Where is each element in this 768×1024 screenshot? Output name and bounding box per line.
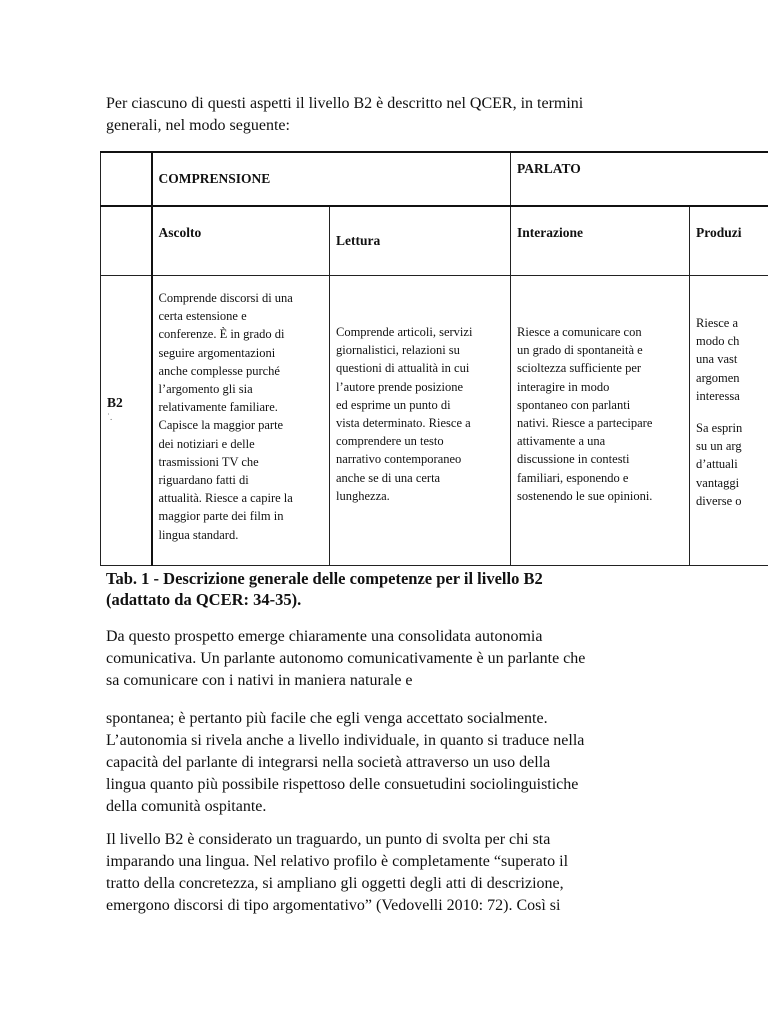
cell-line: Riesce a (696, 316, 739, 330)
interazione-description (517, 276, 683, 505)
cell-line: lingua standard. (158, 527, 239, 542)
paragraph-line: spontanea; è pertanto più facile che egli venga accettato socialmente. (106, 710, 548, 727)
cell-line: familiari, esponendo e (517, 470, 629, 485)
cell-line: anche complesse purché (158, 363, 280, 378)
cell-line: seguire argomentazioni (158, 345, 276, 360)
cell-line: certa estensione e (158, 309, 247, 324)
cefr-table-container (100, 151, 768, 566)
cell-line: attivamente a una (517, 434, 606, 449)
paragraph-line: capacità del parlante di integrarsi nella società attraverso un uso della (106, 754, 551, 771)
paragraph-line: emergono discorsi di tipo argomentativo” (Vedovelli 2010: 72). Così si (106, 897, 561, 914)
caption-line: (adattato da QCER: 34-35). (106, 590, 302, 609)
lettura-header: Lettura (336, 233, 381, 248)
produzione-header-cell (690, 206, 768, 276)
intro-paragraph (106, 93, 706, 137)
table-row-sub-headers (101, 206, 768, 276)
paragraph-line: comunicativa. Un parlante autonomo comunicativamente è un parlante che (106, 650, 586, 667)
cell-line: interagire in modo (517, 379, 610, 394)
cell-line: trasmissioni TV che (158, 454, 259, 469)
cell-line: Sa esprin (696, 421, 743, 436)
cell-line: l’argomento gli sia (158, 382, 253, 397)
cell-line: Capisce la maggior parte (158, 418, 284, 433)
cell-line: nativi. Riesce a partecipare (517, 416, 653, 431)
level-label-cell (101, 276, 152, 566)
paragraph-gap (696, 405, 768, 419)
interazione-header-cell (511, 206, 690, 276)
table-caption (106, 568, 666, 610)
body-paragraph-3 (106, 829, 666, 917)
comprensione-header: COMPRENSIONE (158, 171, 271, 186)
cell-line: dei notiziari e delle (158, 436, 255, 451)
paragraph-line: tratto della concretezza, si ampliano gli oggetti degli atti di descrizione, (106, 875, 564, 892)
lettura-header-cell (330, 206, 511, 276)
cell-line: conferenze. È in grado di (158, 327, 285, 342)
cell-line: spontaneo con parlanti (517, 397, 631, 412)
interazione-description-cell (511, 276, 690, 566)
table-row-b2 (101, 276, 768, 566)
cell-line: diverse o (696, 493, 742, 508)
cell-line: scioltezza sufficiente per (517, 361, 642, 376)
cell-line: interessa (696, 388, 740, 403)
paragraph-line: sa comunicare con i nativi in maniera naturale e (106, 672, 413, 689)
cell-line: vista determinato. Riesce a (336, 416, 471, 431)
parlato-header-cell (511, 152, 768, 206)
parlato-header: PARLATO (517, 161, 581, 176)
produzione-description-cell (690, 276, 768, 566)
cell-line: giornalistici, relazioni su (336, 343, 460, 358)
cell-line: anche se di una certa (336, 470, 441, 485)
table-row-group-headers (101, 152, 768, 206)
lettura-description-cell (330, 276, 511, 566)
paragraph-line: lingua quanto più possibile rispettoso delle consuetudini sociolinguistiche (106, 776, 579, 793)
cell-line: discussione in contesti (517, 452, 630, 467)
intro-line: Per ciascuno di questi aspetti il livello B2 è descritto nel QCER, in termini (106, 95, 584, 112)
paragraph-line: Da questo prospetto emerge chiaramente una consolidata autonomia (106, 628, 543, 645)
cell-line: riguardano fatti di (158, 473, 249, 488)
cell-line: maggior parte dei film in (158, 509, 284, 524)
cefr-b2-table (100, 151, 768, 566)
cell-line: sostenendo le sue opinioni. (517, 488, 653, 503)
paragraph-line: della comunità ospitante. (106, 798, 267, 815)
cell-line: una vast (696, 352, 738, 367)
cell-line: un grado di spontaneità e (517, 343, 643, 358)
cell-line: attualità. Riesce a capire la (158, 491, 293, 506)
body-paragraph-2 (106, 708, 666, 818)
cell-line: su un arg (696, 439, 742, 454)
paragraph-line: imparando una lingua. Nel relativo profilo è completamente “superato il (106, 853, 569, 870)
ascolto-header-cell (152, 206, 330, 276)
cell-line: comprendere un testo (336, 434, 444, 449)
interazione-header: Interazione (517, 225, 583, 240)
cell-line: l’autore prende posizione (336, 379, 464, 394)
cell-line: Comprende articoli, servizi (336, 325, 473, 339)
comprensione-header-cell (152, 152, 511, 206)
level-label: B2 (107, 395, 123, 410)
paragraph-line: L’autonomia si rivela anche a livello individuale, in quanto si traduce nella (106, 732, 585, 749)
empty-level-cell (101, 206, 152, 276)
caption-line: Tab. 1 - Descrizione generale delle competenze per il livello B2 (106, 569, 543, 588)
cell-line: d’attuali (696, 457, 738, 472)
cell-line: ed esprime un punto di (336, 397, 451, 412)
cell-line: Riesce a comunicare con (517, 325, 642, 339)
cell-line: narrativo contemporaneo (336, 452, 462, 467)
ascolto-description (159, 276, 324, 544)
ascolto-header: Ascolto (158, 225, 202, 240)
cell-line: vantaggi (696, 475, 740, 490)
cell-line: modo ch (696, 334, 740, 349)
ascolto-description-cell (152, 276, 330, 566)
cell-line: argomen (696, 370, 740, 385)
intro-line: generali, nel modo seguente: (106, 117, 290, 134)
cell-line: relativamente familiare. (158, 400, 278, 415)
produzione-description (696, 276, 768, 510)
level-label-mark: ˙. (107, 412, 113, 423)
produzione-header: Produzi (696, 225, 742, 240)
empty-corner-cell (101, 152, 152, 206)
lettura-description (336, 276, 504, 505)
body-paragraph-1 (106, 626, 666, 692)
paragraph-line: Il livello B2 è considerato un traguardo, un punto di svolta per chi sta (106, 831, 551, 848)
cell-line: questioni di attualità in cui (336, 361, 470, 376)
cell-line: Comprende discorsi di una (158, 291, 293, 305)
cell-line: lunghezza. (336, 488, 390, 503)
